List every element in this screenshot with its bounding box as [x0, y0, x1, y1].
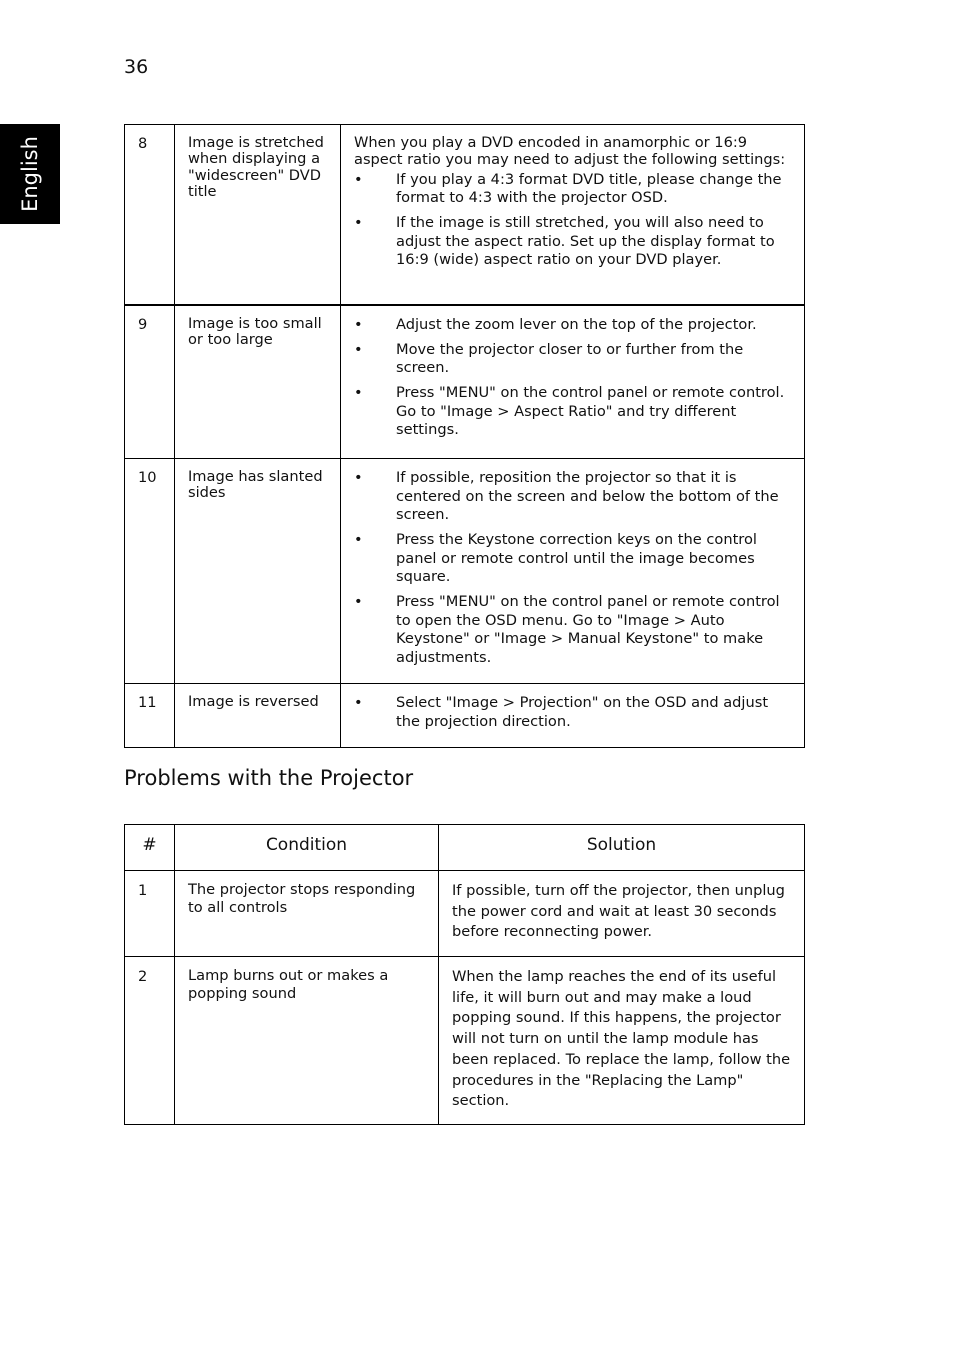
troubleshooting-table-image-problems: [124, 124, 805, 748]
solution-bullet: • If you play a 4:3 format DVD title, please change the format to 4:3 with the projector OSD.: [354, 171, 791, 208]
solution-bullets: [354, 694, 791, 731]
section-title: Problems with the Projector: [124, 766, 414, 790]
solution-bullet: • Select "Image > Projection" on the OSD and adjust the projection direction.: [354, 694, 791, 731]
troubleshooting-table-projector-problems: [124, 824, 805, 1125]
table-header-row: [125, 825, 805, 871]
solution-bullets: [354, 316, 791, 440]
table-row: [125, 125, 805, 306]
solution-cell: [341, 459, 805, 684]
solution-bullet: • If possible, reposition the projector so that it is centered on the screen and below the bottom of the screen.: [354, 469, 791, 525]
solution-bullets: [354, 171, 791, 270]
row-number: 11: [125, 684, 175, 748]
solution-bullet: • Press "MENU" on the control panel or remote control. Go to "Image > Aspect Ratio" and try different settings.: [354, 384, 791, 440]
solution-cell: [341, 684, 805, 748]
condition-cell: Image is reversed: [175, 684, 341, 748]
solution-bullet: • Adjust the zoom lever on the top of the projector.: [354, 316, 791, 335]
column-header-solution: Solution: [439, 825, 805, 871]
language-tab: [0, 124, 60, 224]
condition-cell: The projector stops responding to all controls: [175, 871, 439, 957]
solution-cell: When the lamp reaches the end of its useful life, it will burn out and may make a loud popping sound. If this happens, the projector will not turn on until the lamp module has been replaced. To replace the lamp, follow the procedures in the "Replacing the Lamp" section.: [439, 957, 805, 1125]
solution-cell: [341, 305, 805, 459]
row-number: 9: [125, 305, 175, 459]
condition-cell: Image is too small or too large: [175, 305, 341, 459]
table-row: [125, 684, 805, 748]
row-number: 10: [125, 459, 175, 684]
row-number: 1: [125, 871, 175, 957]
language-tab-label: English: [18, 136, 43, 212]
column-header-condition: Condition: [175, 825, 439, 871]
solution-intro: When you play a DVD encoded in anamorphic or 16:9 aspect ratio you may need to adjust the following settings:: [354, 134, 786, 168]
solution-cell: If possible, turn off the projector, then unplug the power cord and wait at least 30 seconds before reconnecting power.: [439, 871, 805, 957]
row-number: 8: [125, 125, 175, 306]
table-row: [125, 957, 805, 1125]
condition-cell: Image has slanted sides: [175, 459, 341, 684]
column-header-number: #: [125, 825, 175, 871]
condition-cell: Lamp burns out or makes a popping sound: [175, 957, 439, 1125]
solution-bullet: • Press the Keystone correction keys on the control panel or remote control until the image becomes square.: [354, 531, 791, 587]
solution-cell: [341, 125, 805, 306]
solution-bullet: • Move the projector closer to or further from the screen.: [354, 341, 791, 378]
solution-bullet: • Press "MENU" on the control panel or remote control to open the OSD menu. Go to "Image > Auto Keystone" or "Image > Manual Keystone" to make adjustments.: [354, 593, 791, 668]
page-number: 36: [124, 56, 149, 78]
table-row: [125, 871, 805, 957]
table-row: [125, 305, 805, 459]
solution-bullets: [354, 469, 791, 668]
condition-cell: Image is stretched when displaying a "widescreen" DVD title: [175, 125, 341, 306]
row-number: 2: [125, 957, 175, 1125]
solution-bullet: • If the image is still stretched, you will also need to adjust the aspect ratio. Set up the display format to 16:9 (wide) aspect ratio on your DVD player.: [354, 214, 791, 270]
table-row: [125, 459, 805, 684]
